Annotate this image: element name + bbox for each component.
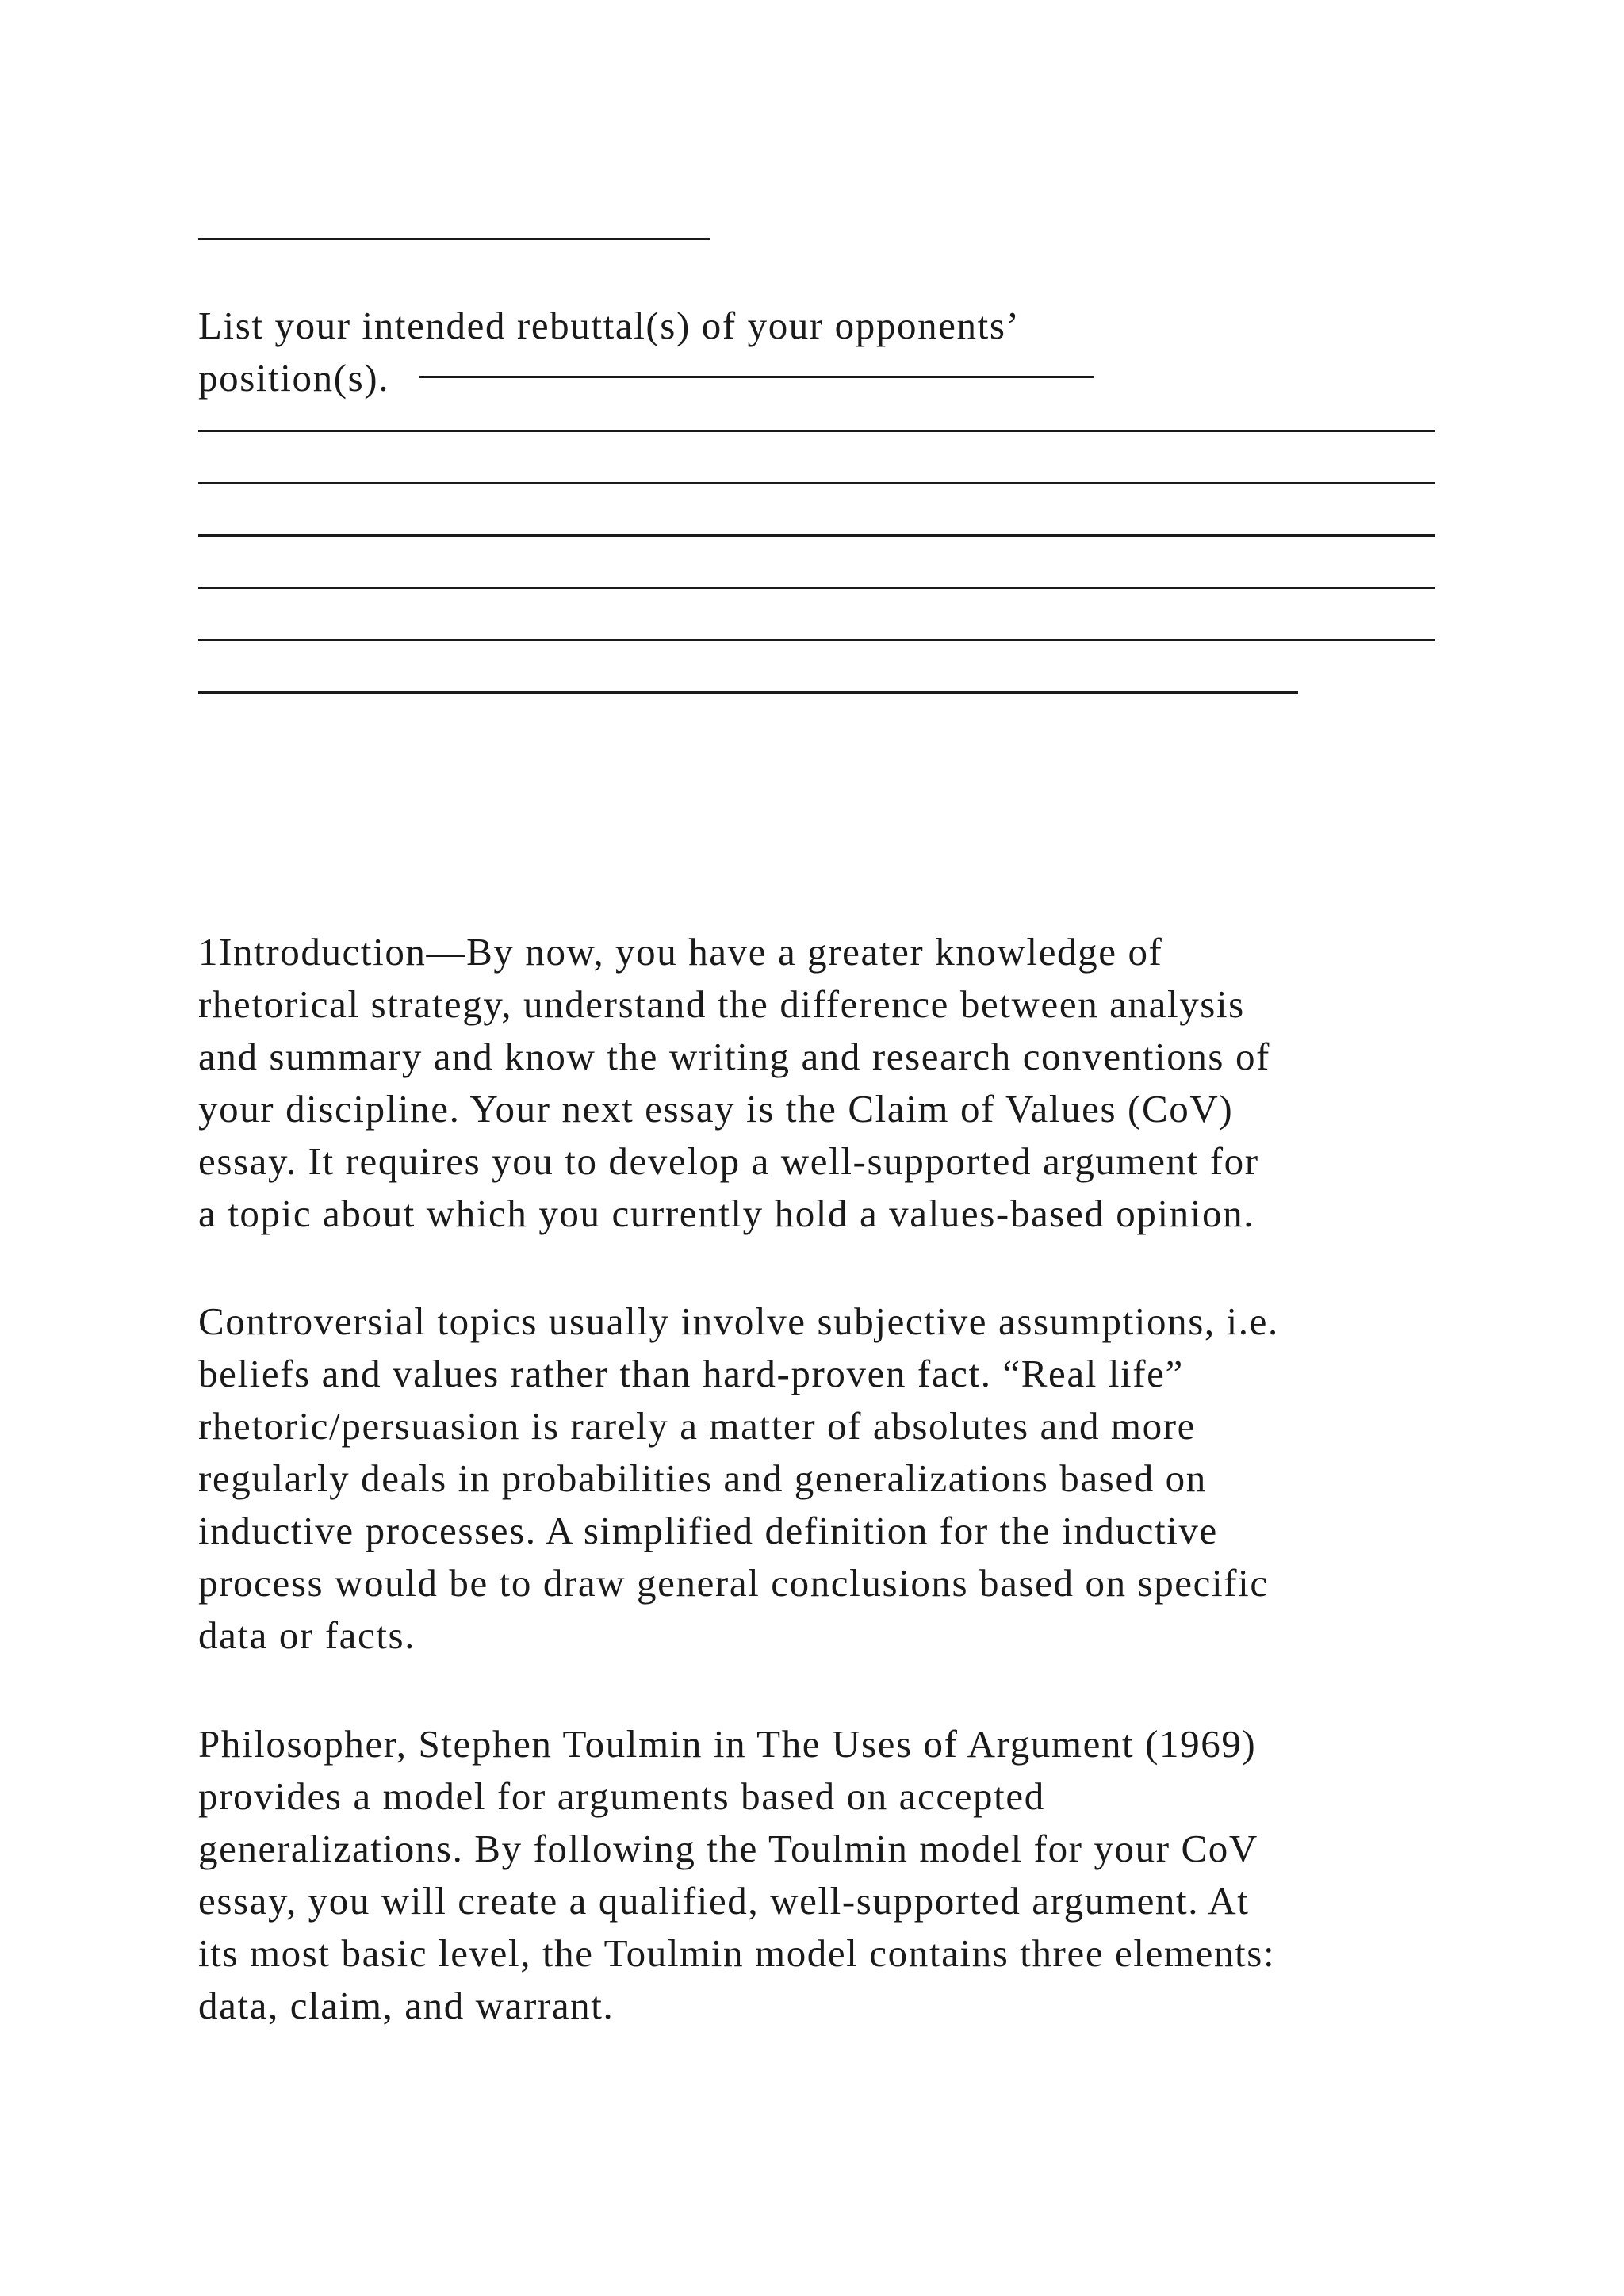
introduction-paragraph [198,926,1515,1240]
paragraph-line: data, claim, and warrant. [198,1984,615,2027]
paragraph-line: and summary and know the writing and research conventions of [198,1035,1270,1078]
controversial-topics-paragraph [198,1295,1515,1662]
answer-blank-line [198,691,1298,694]
paragraph-line: data or facts. [198,1613,416,1657]
answer-blank-line [198,534,1435,537]
answer-blank-line [198,430,1435,432]
answer-blank-line [198,639,1435,641]
toulmin-paragraph [198,1718,1515,2032]
prompt-line: List your intended rebuttal(s) of your opponents’ [198,304,1021,347]
paragraph-line: essay, you will create a qualified, well-supported argument. At [198,1879,1250,1923]
answer-blank-line [198,482,1435,484]
paragraph-line: generalizations. By following the Toulmin model for your CoV [198,1827,1258,1870]
paragraph-line: a topic about which you currently hold a values-based opinion. [198,1192,1255,1235]
paragraph-line: essay. It requires you to develop a well-supported argument for [198,1139,1259,1183]
answer-blank-line [198,587,1435,589]
paragraph-line: beliefs and values rather than hard-proven fact. “Real life” [198,1352,1184,1395]
paragraph-line: 1Introduction—By now, you have a greater knowledge of [198,930,1163,974]
paragraph-line: Philosopher, Stephen Toulmin in The Uses of Argument (1969) [198,1722,1257,1766]
rebuttal-prompt [198,300,1515,404]
answer-blank-line [419,376,1094,378]
paragraph-line: process would be to draw general conclusions based on specific [198,1561,1269,1605]
paragraph-line: regularly deals in probabilities and generalizations based on [198,1456,1207,1500]
paragraph-line: Controversial topics usually involve subjective assumptions, i.e. [198,1299,1279,1343]
paragraph-line: rhetorical strategy, understand the difference between analysis [198,982,1245,1026]
paragraph-line: rhetoric/persuasion is rarely a matter of absolutes and more [198,1404,1196,1448]
paragraph-line: provides a model for arguments based on accepted [198,1774,1045,1818]
paragraph-line: its most basic level, the Toulmin model contains three elements: [198,1931,1276,1975]
paragraph-line: inductive processes. A simplified definition for the inductive [198,1509,1218,1552]
answer-blank-line [198,238,710,240]
paragraph-line: your discipline. Your next essay is the Claim of Values (CoV) [198,1087,1234,1131]
prompt-line: position(s). [198,356,390,400]
